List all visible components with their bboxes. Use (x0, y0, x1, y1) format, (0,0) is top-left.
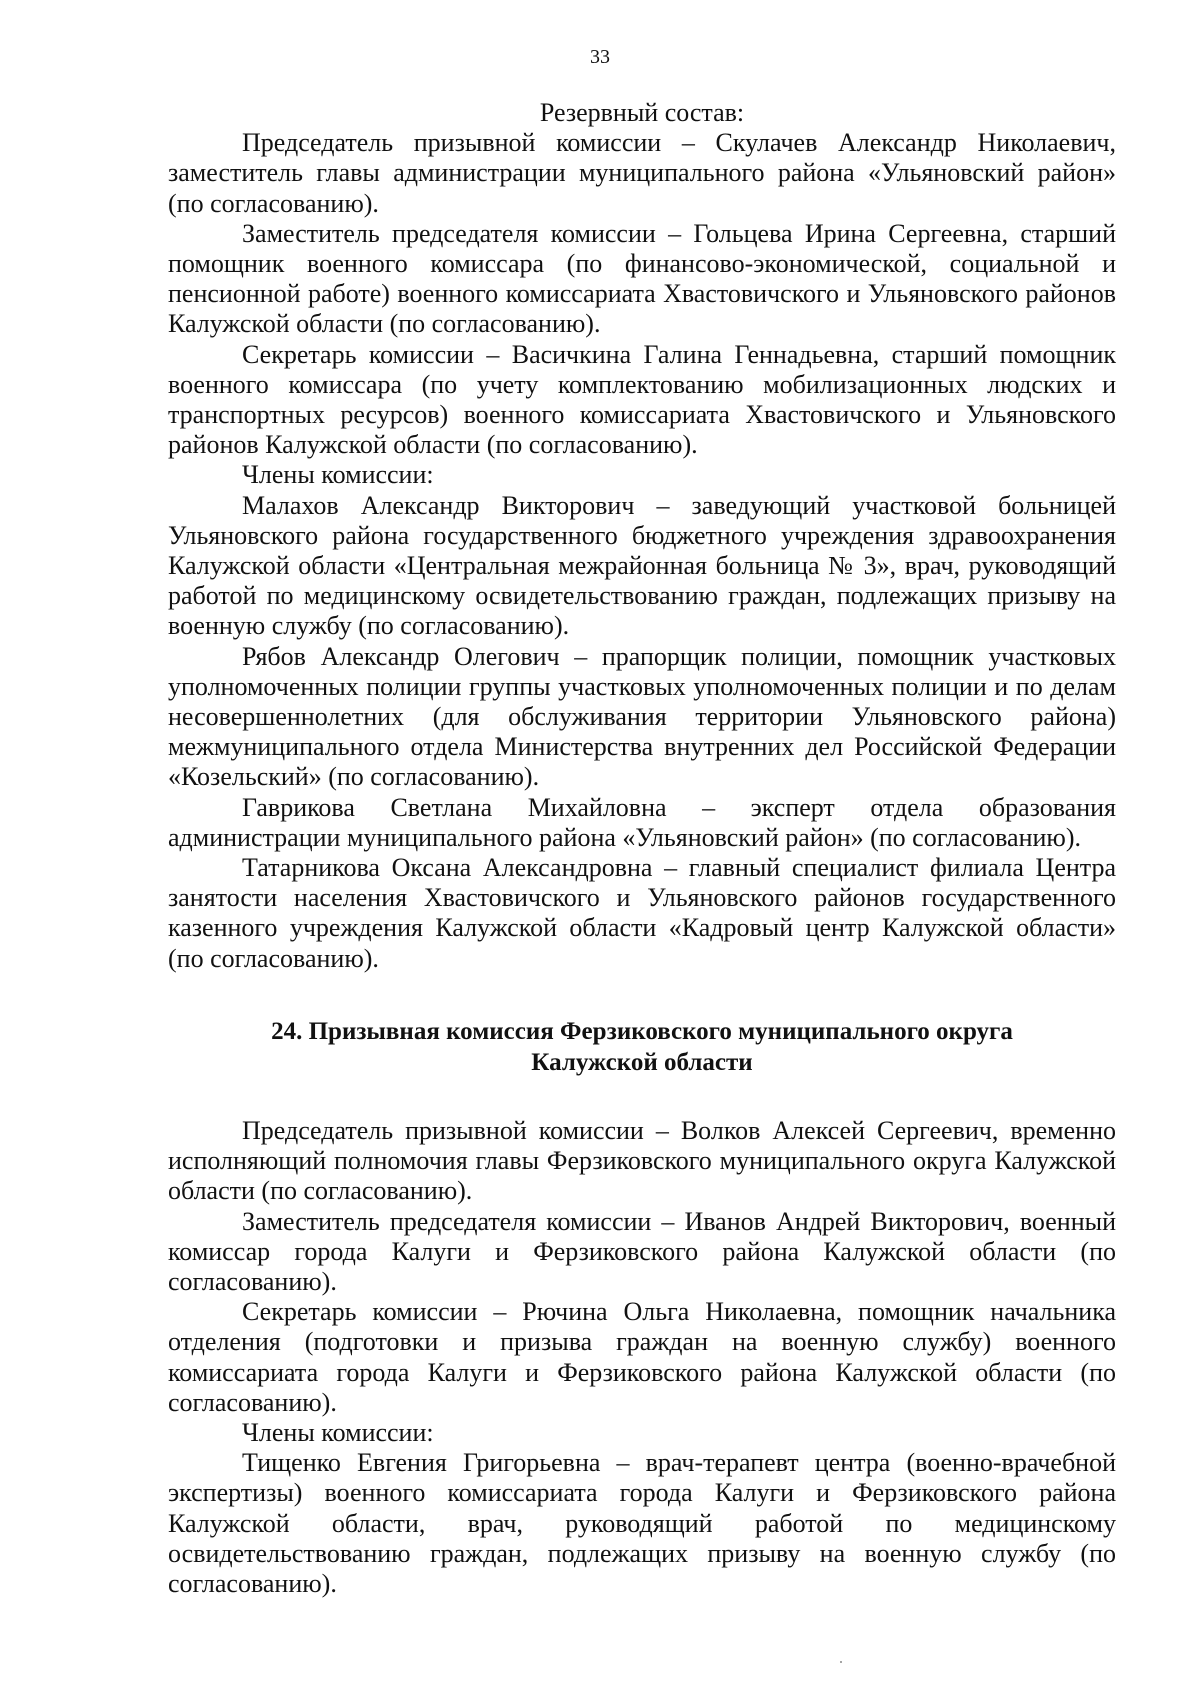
section-24-members-label: Члены комиссии: (242, 1417, 434, 1447)
reserve-member: Гаврикова Светлана Михайловна – эксперт отдела образования администрации муниципального района «Ульяновский район» (по согласованию). (168, 792, 1116, 852)
document-body (168, 98, 1116, 1599)
section-24-secretary: Секретарь комиссии – Рючина Ольга Николаевна, помощник начальника отделения (подготовки и призыва граждан на военную службу) военного комиссариата города Калуги и Ферзиковского района Калужской области (по согласованию). (168, 1297, 1116, 1417)
page-number: 33 (590, 46, 610, 68)
reserve-member: Татарникова Оксана Александровна – главный специалист филиала Центра занятости населения Хвастовичского и Ульяновского районов государственного казенного учреждения Калужской области «Кадровый центр Калужской области» (по согласованию). (168, 853, 1116, 973)
scan-artifact-dot (840, 1661, 842, 1663)
section-24-member: Тищенко Евгения Григорьевна – врач-терапевт центра (военно-врачебной экспертизы) военного комиссариата города Калуги и Ферзиковского района Калужской области, врач, руководящий работой по медицинскому освидетельствованию граждан, подлежащих призыву на военную службу (по согласованию). (168, 1448, 1116, 1598)
section-24-title-line-1: 24. Призывная комиссия Ферзиковского муниципального округа (271, 1017, 1013, 1045)
section-24-title (168, 1016, 1116, 1078)
reserve-members-label: Члены комиссии: (242, 460, 434, 490)
section-24-deputy: Заместитель председателя комиссии – Иванов Андрей Викторович, военный комиссар города Калуги и Ферзиковского района Калужской области (по согласованию). (168, 1206, 1116, 1296)
reserve-member: Малахов Александр Викторович – заведующий участковой больницей Ульяновского района государственного бюджетного учреждения здравоохранения Калужской области «Центральная межрайонная больница № 3», врач, руководящий работой по медицинскому освидетельствованию граждан, подлежащих призыву на военную службу (по согласованию). (168, 490, 1116, 641)
section-24-title-line-2: Калужской области (531, 1048, 753, 1076)
reserve-deputy: Заместитель председателя комиссии – Гольцева Ирина Сергеевна, старший помощник военного комиссара (по финансово-экономической, социальной и пенсионной работе) военного комиссариата Хвастовичского и Ульяновского районов Калужской области (по согласованию). (168, 218, 1116, 339)
reserve-secretary: Секретарь комиссии – Васичкина Галина Геннадьевна, старший помощник военного комиссара (по учету комплектованию мобилизационных людских и транспортных ресурсов) военного комиссариата Хвастовичского и Ульяновского районов Калужской области (по согласованию). (168, 339, 1116, 460)
reserve-chairman: Председатель призывной комиссии – Скулачев Александр Николаевич, заместитель главы администрации муниципального района «Ульяновский район» (по согласованию). (168, 128, 1116, 218)
reserve-member: Рябов Александр Олегович – прапорщик полиции, помощник участковых уполномоченных полиции группы участковых уполномоченных полиции и по делам несовершеннолетних (для обслуживания территории Ульяновского района) межмуниципального отдела Министерства внутренних дел Российской Федерации «Козельский» (по согласованию). (168, 641, 1116, 792)
section-24-chairman: Председатель призывной комиссии – Волков Алексей Сергеевич, временно исполняющий полномочия главы Ферзиковского муниципального округа Калужской области (по согласованию). (168, 1115, 1116, 1206)
reserve-heading: Резервный состав: (539, 98, 745, 127)
